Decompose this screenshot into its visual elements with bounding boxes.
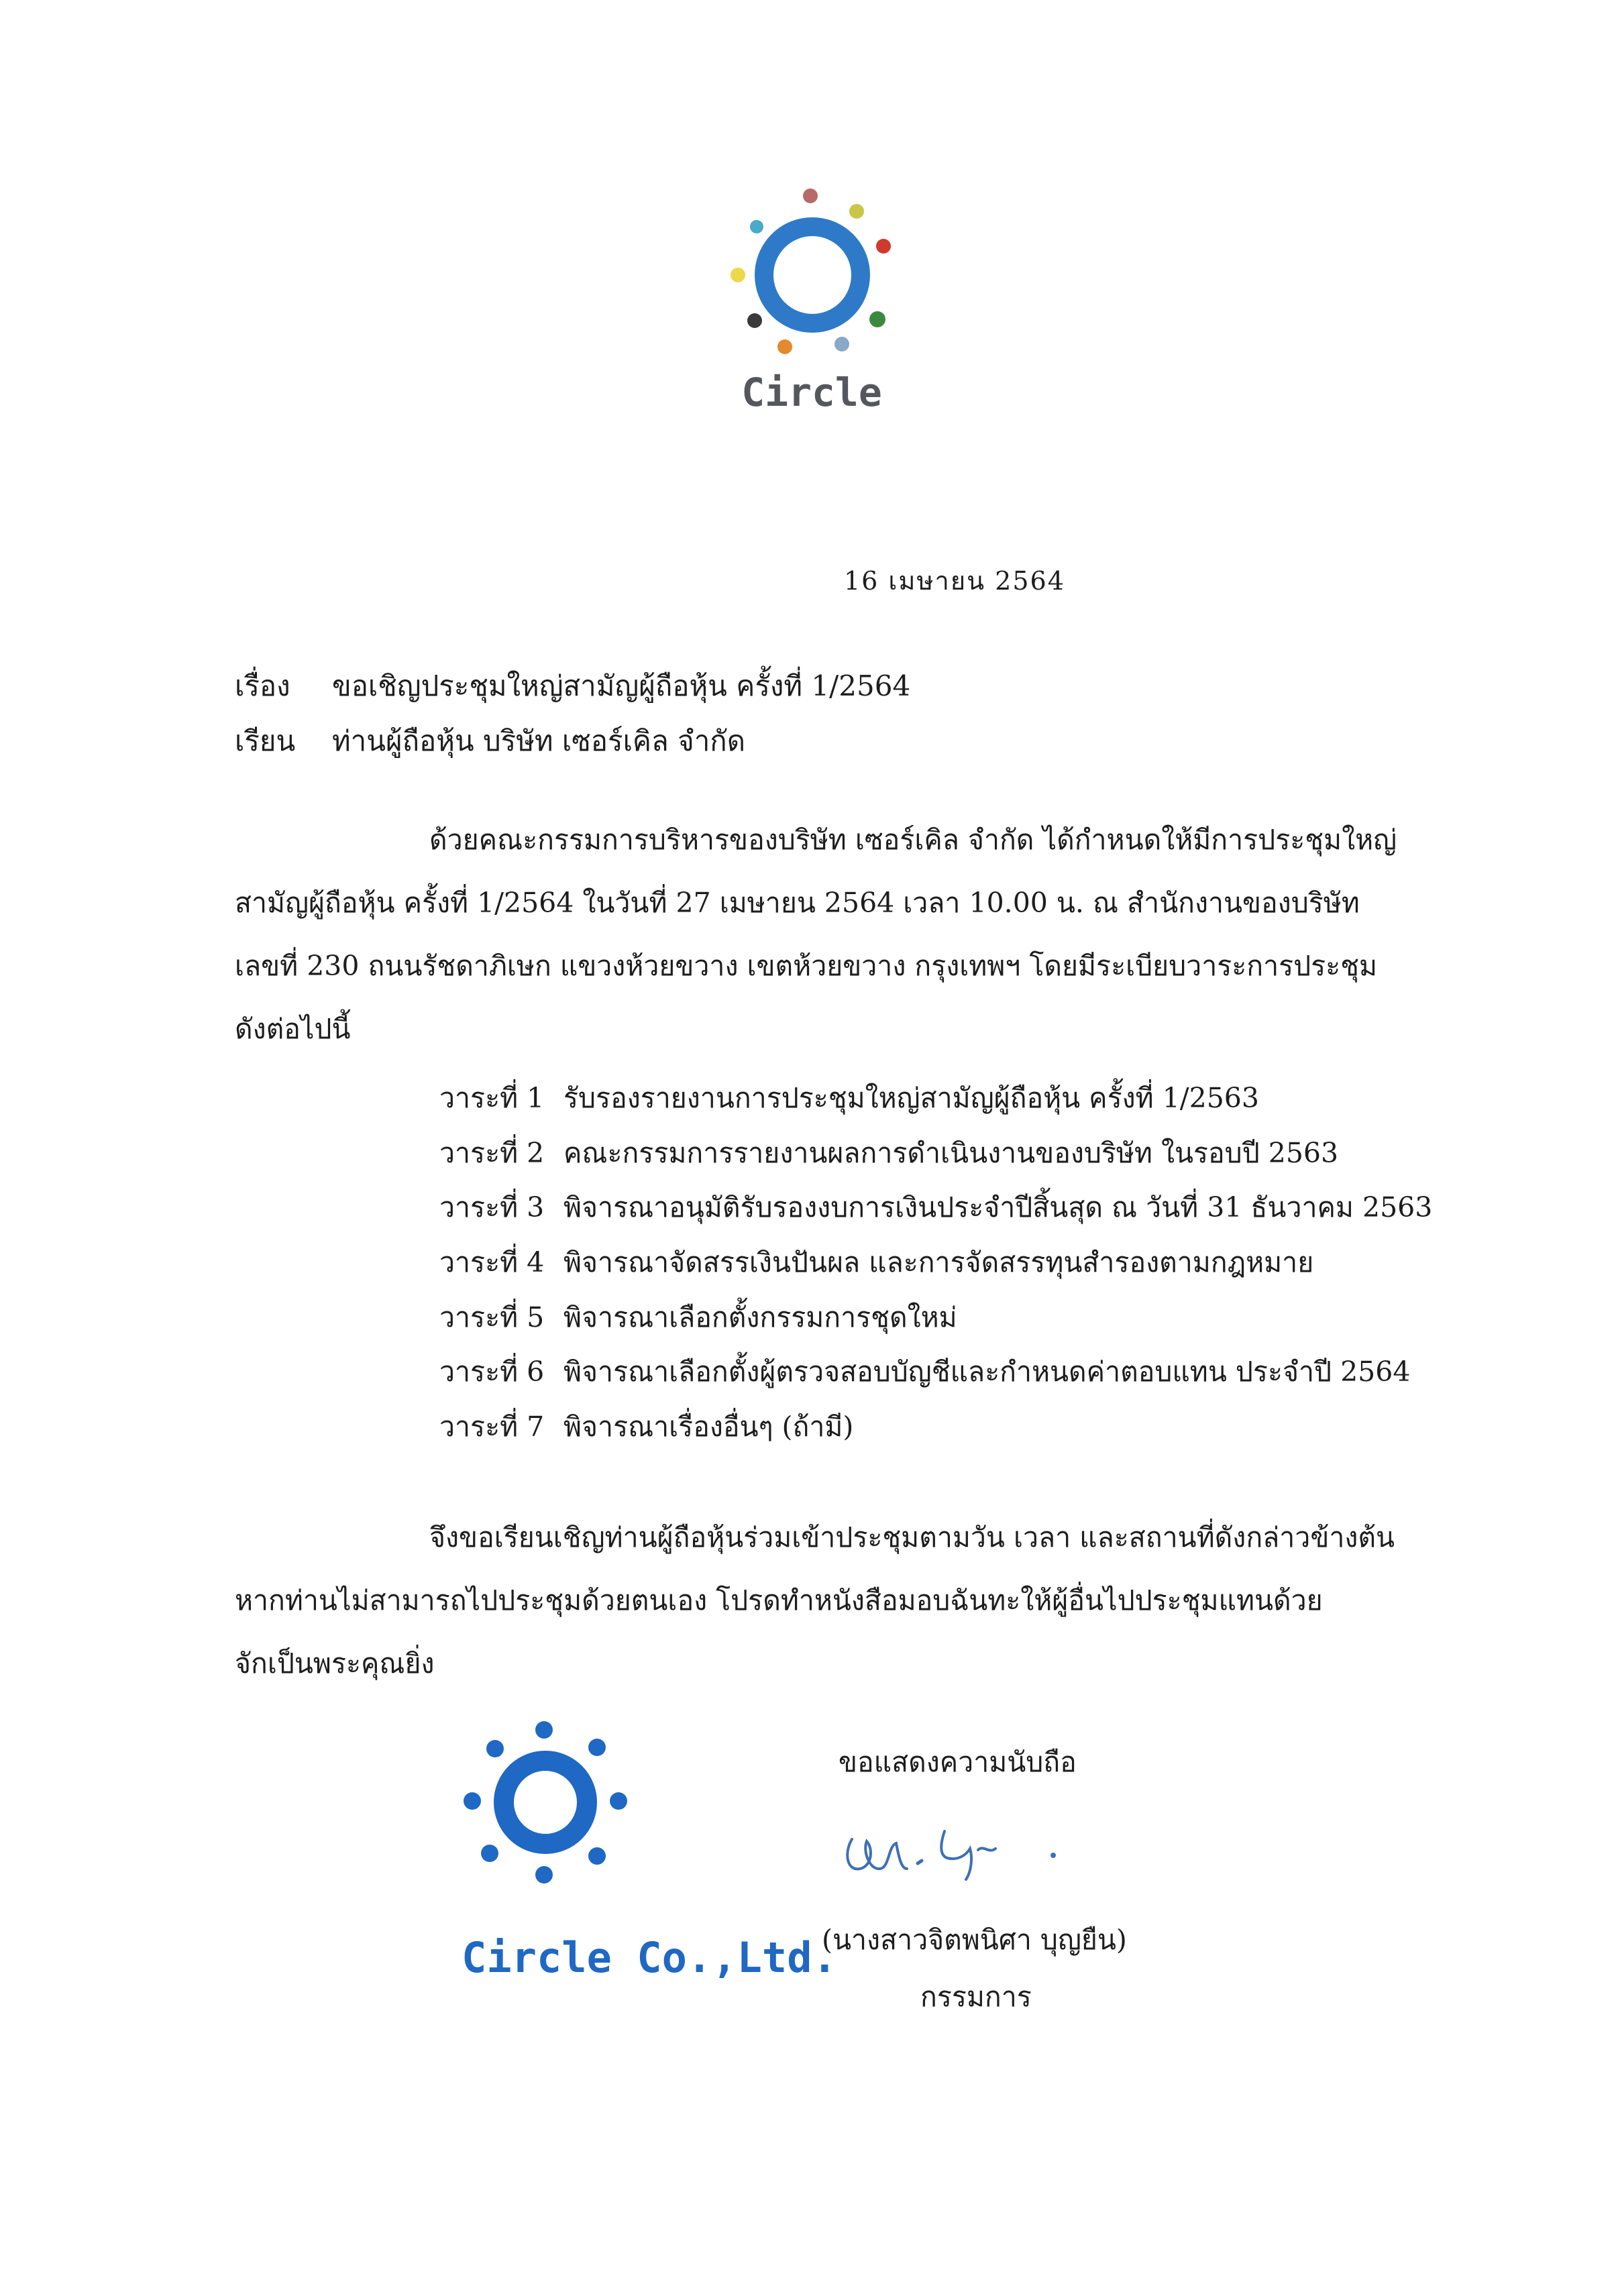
agenda-number: วาระที่ 6 <box>439 1356 545 1388</box>
signature-stroke <box>978 1848 995 1850</box>
agenda-text: พิจารณาเรื่องอื่นๆ (ถ้ามี) <box>563 1411 854 1443</box>
agenda-text: รับรองรายงานการประชุมใหญ่สามัญผู้ถือหุ้น ครั้งที่ 1/2563 <box>563 1082 1259 1114</box>
signature-stroke <box>941 1831 971 1879</box>
signature-stroke <box>918 1861 922 1863</box>
signer-name: (นางสาวจิตพนิศา บุญยืน) <box>822 1924 1127 1956</box>
stamp-dot <box>535 1866 553 1883</box>
agenda-number: วาระที่ 7 <box>439 1411 545 1443</box>
signature <box>832 1804 1114 1885</box>
agenda-text: พิจารณาจัดสรรเงินปันผล และการจัดสรรทุนสำรองตามกฎหมาย <box>563 1246 1314 1279</box>
stamp-dot <box>610 1792 627 1810</box>
agenda-item <box>439 1241 1432 1296</box>
sign-off: ขอแสดงความนับถือ <box>839 1746 1077 1778</box>
agenda-text: พิจารณาเลือกตั้งกรรมการชุดใหม่ <box>563 1301 957 1333</box>
recipient-label: เรียน <box>235 724 296 757</box>
agenda-text: คณะกรรมการรายงานผลการดำเนินงานของบริษัท ในรอบปี 2563 <box>563 1136 1339 1169</box>
company-stamp <box>462 1714 837 1996</box>
agenda-item <box>439 1296 1432 1351</box>
logo-dot-red <box>803 188 818 203</box>
stamp-dot <box>588 1847 606 1865</box>
subject-text: ขอเชิญประชุมใหญ่สามัญผู้ถือหุ้น ครั้งที่ 1/2564 <box>332 669 911 702</box>
agenda-text: พิจารณาเลือกตั้งผู้ตรวจสอบบัญชีและกำหนดค่าตอบแทน ประจำปี 2564 <box>563 1356 1411 1388</box>
agenda-text: พิจารณาอนุมัติรับรองงบการเงินประจำปีสิ้นสุด ณ วันที่ 31 ธันวาคม 2563 <box>563 1191 1433 1224</box>
subject-label: เรื่อง <box>235 669 290 702</box>
intro-paragraph <box>235 808 1449 1060</box>
agenda-number: วาระที่ 2 <box>439 1136 545 1169</box>
closing-line: จึงขอเรียนเชิญท่านผู้ถือหุ้นร่วมเข้าประชุมตามวัน เวลา และสถานที่ดังกล่าวข้างต้น <box>429 1521 1395 1553</box>
agenda-number: วาระที่ 4 <box>439 1246 545 1279</box>
agenda-number: วาระที่ 1 <box>439 1082 545 1114</box>
stamp-dot <box>464 1792 481 1810</box>
closing-paragraph <box>235 1506 1449 1695</box>
agenda-item <box>439 1077 1432 1132</box>
signer-title: กรรมการ <box>920 1981 1032 2013</box>
logo-dot-yellow-2 <box>731 268 745 282</box>
stamp-ring <box>504 1761 587 1844</box>
logo-dot-red-2 <box>876 239 891 254</box>
intro-line: เลขที่ 230 ถนนรัชดาภิเษก แขวงห้วยขวาง เขตห้วยขวาง กรุงเทพฯ โดยมีระเบียบวาระการประชุม <box>235 950 1378 982</box>
stamp-dot <box>486 1740 504 1757</box>
agenda-item <box>439 1405 1432 1460</box>
stamp-dot <box>588 1739 606 1756</box>
closing-line: หากท่านไม่สามารถไปประชุมด้วยตนเอง โปรดทำหนังสือมอบฉันทะให้ผู้อื่นไปประชุมแทนด้วย <box>235 1584 1323 1617</box>
company-logo <box>724 188 912 416</box>
logo-dot-cyan <box>750 220 763 233</box>
stamp-text: Circle Co.,Ltd. <box>462 1933 837 1982</box>
logo-text: Circle <box>741 370 882 415</box>
intro-line: ดังต่อไปนี้ <box>235 1013 351 1045</box>
agenda-list <box>439 1077 1432 1460</box>
agenda-item <box>439 1186 1432 1241</box>
intro-line: สามัญผู้ถือหุ้น ครั้งที่ 1/2564 ในวันที่ 27 เมษายน 2564 เวลา 10.00 น. ณ สำนักงานของบริษัท <box>235 887 1360 919</box>
stamp-dot <box>481 1845 498 1862</box>
recipient-text: ท่านผู้ถือหุ้น บริษัท เซอร์เคิล จำกัด <box>332 724 746 757</box>
agenda-number: วาระที่ 3 <box>439 1191 545 1224</box>
logo-dot-orange <box>777 339 792 354</box>
logo-dot-green <box>869 311 885 327</box>
letter-date: 16 เมษายน 2564 <box>844 566 1065 596</box>
logo-dot-black <box>747 313 762 328</box>
closing-line: จักเป็นพระคุณยิ่ง <box>235 1647 435 1680</box>
agenda-item <box>439 1132 1432 1187</box>
logo-dot-yellow <box>849 204 864 219</box>
intro-line: ด้วยคณะกรรมการบริหารของบริษัท เซอร์เคิล จำกัด ได้กำหนดให้มีการประชุมใหญ่ <box>429 824 1397 856</box>
signature-stroke <box>847 1839 907 1869</box>
logo-dot-lightblue <box>834 337 849 351</box>
agenda-number: วาระที่ 5 <box>439 1301 545 1333</box>
agenda-item <box>439 1350 1432 1405</box>
stamp-dot <box>535 1721 553 1739</box>
logo-ring <box>764 227 861 323</box>
signature-dot <box>1051 1853 1056 1858</box>
